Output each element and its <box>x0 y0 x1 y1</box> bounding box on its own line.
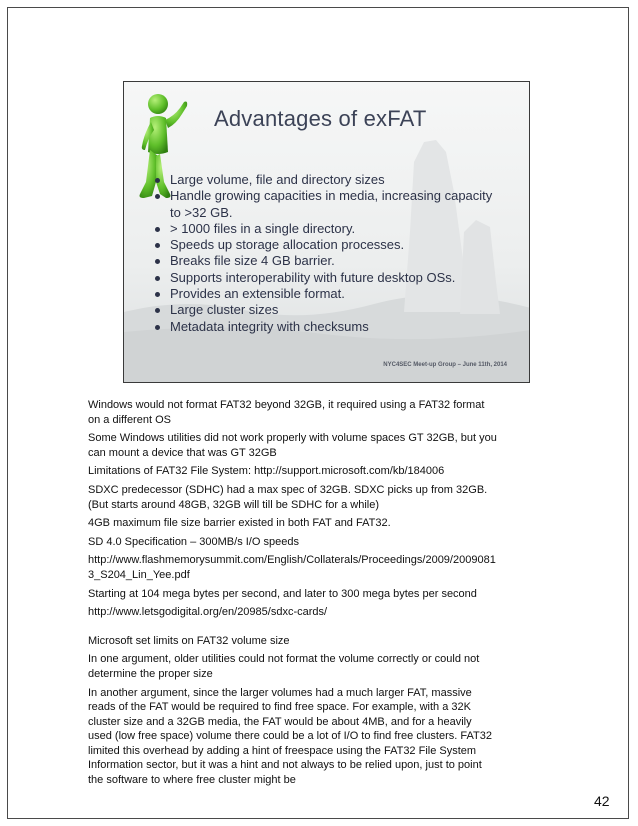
bullet-dot-icon <box>155 259 160 264</box>
note-paragraph: Some Windows utilities did not work properly with volume spaces GT 32GB, but you can mount a device that was GT 32GB <box>88 432 497 459</box>
bullet-dot-icon <box>155 325 160 330</box>
slide-bullet-text: Large cluster sizes <box>170 302 279 318</box>
slide-bullet-text: > 1000 files in a single directory. <box>170 220 356 236</box>
note-paragraph: 4GB maximum file size barrier existed in both FAT and FAT32. <box>88 517 391 530</box>
bullet-dot-icon <box>155 194 160 199</box>
slide-bullet-text: Speeds up storage allocation processes. <box>170 237 405 253</box>
note-paragraph: Limitations of FAT32 File System: http://support.microsoft.com/kb/184006 <box>88 465 445 478</box>
note-paragraph: Starting at 104 mega bytes per second, and later to 300 mega bytes per second <box>88 587 477 600</box>
bullet-dot-icon <box>155 292 160 297</box>
slide-bullet-text: Provides an extensible format. <box>170 286 345 302</box>
bullet-dot-icon <box>155 276 160 281</box>
slide-bullet <box>154 253 524 269</box>
bullet-dot-icon <box>155 243 160 248</box>
note-paragraph: Windows would not format FAT32 beyond 32GB, it required using a FAT32 format on a different OS <box>88 399 485 426</box>
note-paragraph: http://www.flashmemorysummit.com/English/Collaterals/Proceedings/2009/2009081 3_S204_Lin_Yee.pdf <box>88 554 496 581</box>
slide-bullet <box>154 188 524 221</box>
slide-bullet <box>154 319 524 335</box>
slide-bullet <box>154 221 524 237</box>
slide-bullet-text: Metadata integrity with checksums <box>170 318 369 334</box>
slide-bullet-text: Supports interoperability with future desktop OSs. <box>170 269 456 285</box>
slide-bullet-text: Handle growing capacities in media, increasing capacity to >32 GB. <box>170 188 493 220</box>
note-paragraph: Microsoft set limits on FAT32 volume size <box>88 634 290 647</box>
slide-bullet-text: Large volume, file and directory sizes <box>170 172 385 187</box>
bullet-dot-icon <box>155 227 160 232</box>
page-number: 42 <box>594 793 610 809</box>
bullet-dot-icon <box>155 308 160 313</box>
slide-bullet <box>154 270 524 286</box>
slide-bullet-list <box>154 172 524 335</box>
slide-thumbnail <box>123 81 530 383</box>
slide-footer: NYC4SEC Meet-up Group – June 11th, 2014 <box>383 362 507 368</box>
slide-bullet <box>154 237 524 253</box>
page-frame <box>7 7 629 819</box>
note-paragraph: SD 4.0 Specification – 300MB/s I/O speeds <box>88 535 299 548</box>
speaker-notes <box>88 398 558 792</box>
note-paragraph: In one argument, older utilities could not format the volume correctly or could not determine the proper size <box>88 653 480 680</box>
slide-title: Advantages of exFAT <box>214 106 427 131</box>
slide-bullet-text: Breaks file size 4 GB barrier. <box>170 253 335 269</box>
bullet-dot-icon <box>155 178 160 183</box>
slide-bullet <box>154 302 524 318</box>
note-paragraph: SDXC predecessor (SDHC) had a max spec of 32GB. SDXC picks up from 32GB. (But starts around 48GB, 32GB will till be SDHC for a while) <box>88 483 488 511</box>
slide-bullet <box>154 172 524 188</box>
slide-bullet <box>154 286 524 302</box>
note-paragraph: In another argument, since the larger volumes had a much larger FAT, massive reads of the FAT would be required to find free space. For example, with a 32K cluster size and a 32GB media, the FAT would be about 4MB, and for a heavily used (low free space) volume there could be a lot of I/O to find free clusters. FAT32 limited this overhead by adding a hint of freespace using the FAT32 File System Information sector, but it was a hint and not always to be relied upon, just to point the software to where free cluster might be <box>88 686 492 787</box>
note-paragraph: http://www.letsgodigital.org/en/20985/sdxc-cards/ <box>88 606 328 619</box>
